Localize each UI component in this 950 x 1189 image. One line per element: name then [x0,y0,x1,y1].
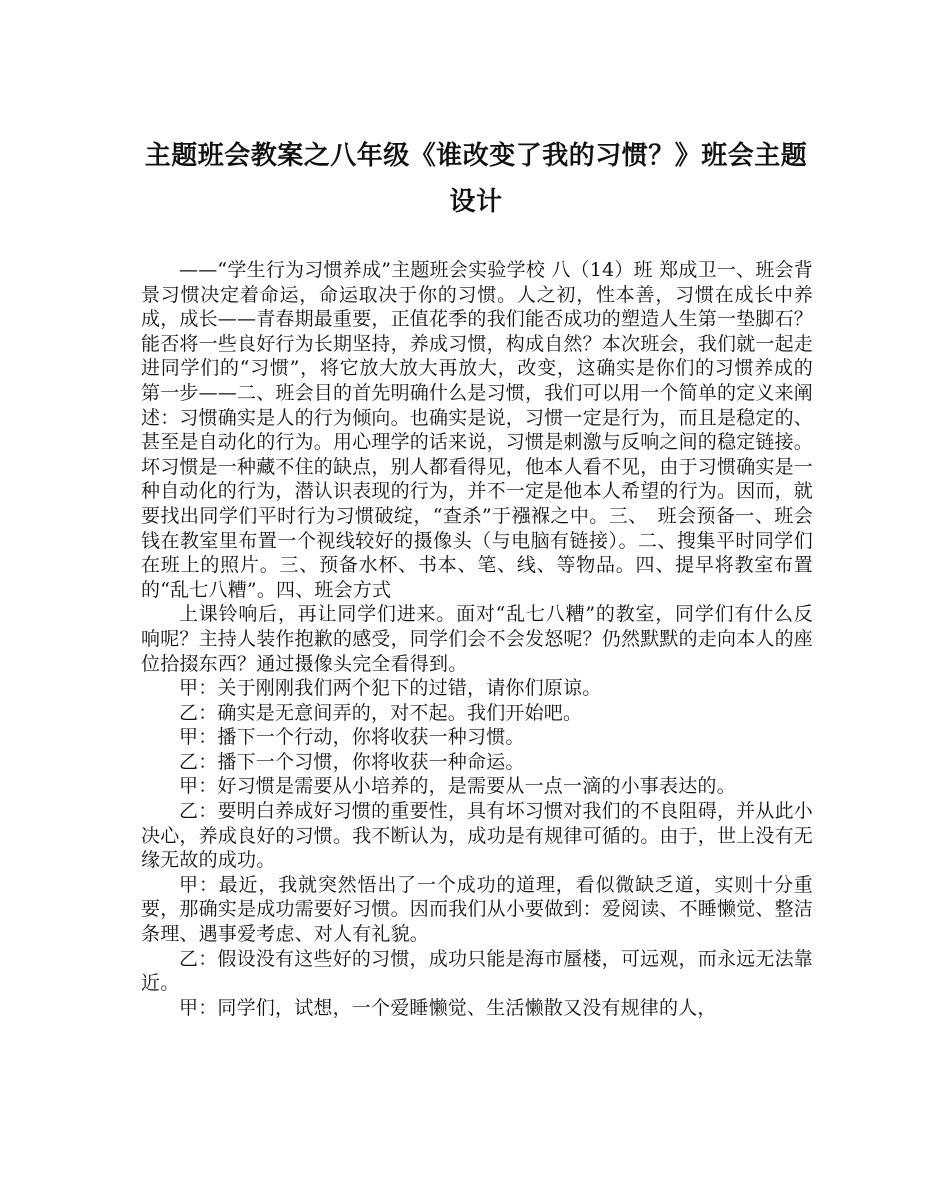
dialogue-line: 乙：确实是无意间弄的，对不起。我们开始吧。 [179,701,583,724]
dialogue-line: 甲：最近，我就突然悟出了一个成功的道理，看似微缺乏道，实则十分重要，那确实是成功需要好习惯。因而我们从小要做到：爱阅读、不睡懒觉、整洁条理、遇事爱考虑、对人有礼貌。 [141,873,814,946]
dialogue-line: 乙：要明白养成好习惯的重要性，具有坏习惯对我们的不良阻碍，并从此小决心，养成良好的习惯。我不断认为，成功是有规律可循的。由于，世上没有无缘无故的成功。 [141,800,814,872]
paragraph-background-and-goals: ——“学生行为习惯养成”主题班会实验学校 八（14）班 郑成卫一、班会背景习惯决定着命运，命运取决于你的习惯。人之初，性本善，习惯在成长中养成，成长——青春期最重要，正值花季的我们能否成功的塑造人生第一垫脚石？能否将一些良好行为长期坚持，养成习惯，构成自然？本次班会，我们就一起走进同学们的“习惯”，将它放大放大再放大，改变，这确实是你们的习惯养成的第一步——二、班会目的首先明确什么是习惯，我们可以用一个简单的定义来阐述：习惯确实是人的行为倾向。也确实是说，习惯一定是行为，而且是稳定的、甚至是自动化的行为。用心理学的话来说，习惯是刺激与反响之间的稳定链接。坏习惯是一种藏不住的缺点，别人都看得见，他本人看不见，由于习惯确实是一种自动化的行为，潜认识表现的行为，并不一定是他本人希望的行为。因而，就要找出同学们平时行为习惯破绽，“查杀”于襁褓之中。三、 班会预备一、班会钱在教室里布置一个视线较好的摄像头（与电脑有链接）。二、搜集平时同学们在班上的照片。三、预备水杯、书本、笔、线、等物品。四、提早将教室布置的“乱七八糟”。四、班会方式 [141,259,814,601]
dialogue-line: 甲：好习惯是需要从小培养的，是需要从一点一滴的小事表达的。 [179,775,736,798]
dialogue-line: 甲：播下一个行动，你将收获一种习惯。 [179,726,525,749]
paragraph-class-start: 上课铃响后，再让同学们进来。面对“乱七八糟”的教室，同学们有什么反响呢？主持人装作抱歉的感受，同学们会不会发怒呢？仍然默默的走向本人的座位拾掇东西？通过摄像头完全看得到。 [141,603,814,675]
dialogue-line: 甲：关于刚刚我们两个犯下的过错，请你们原谅。 [179,677,602,700]
dialogue-line: 乙：假设没有这些好的习惯，成功只能是海市蜃楼，可远观，而永远无法靠近。 [141,947,813,995]
dialogue-line: 甲：同学们，试想，一个爱睡懒觉、生活懒散又没有规律的人， [179,996,717,1019]
dialogue-line: 乙：播下一个习惯，你将收获一种命运。 [179,750,525,773]
document-title: 主题班会教案之八年级《谁改变了我的习惯？》班会主题设计 [144,141,808,217]
document-body [141,258,813,1020]
